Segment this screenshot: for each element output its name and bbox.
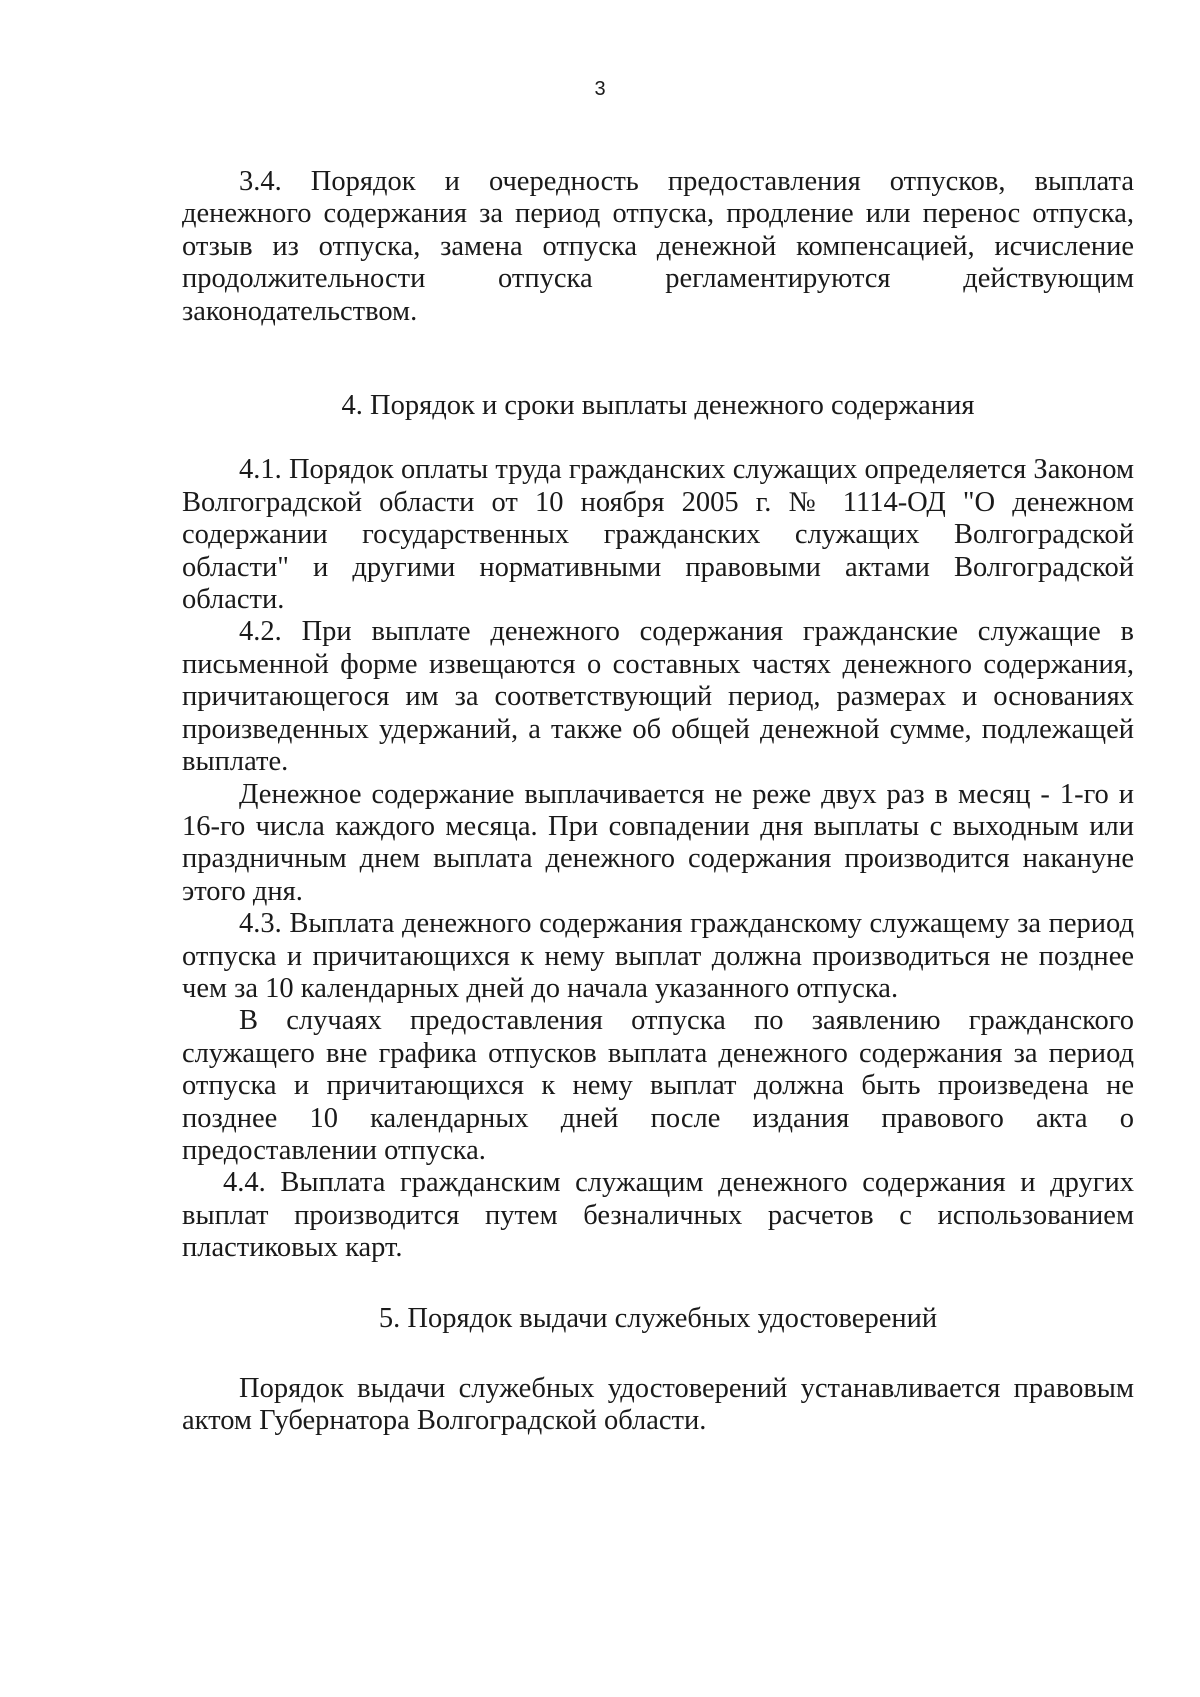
section-4-heading: 4. Порядок и сроки выплаты денежного содержания — [341, 390, 975, 422]
paragraph-5: Порядок выдачи служебных удостоверений устанавливается правовым актом Губернатора Волгоградской области. — [182, 1373, 1134, 1437]
paragraph-4-2: 4.2. При выплате денежного содержания гражданские служащие в письменной форме извещаются о составных частях денежного содержания, причитающегося им за соответствующий период, размерах и основаниях произведенных удержаний, а также об общей денежной сумме, подлежащей выплате. — [182, 616, 1134, 778]
paragraph-4-3: 4.3. Выплата денежного содержания гражданскому служащему за период отпуска и причитающихся к нему выплат должна производиться не позднее чем за 10 календарных дней до начала указанного отпуска. — [182, 908, 1134, 1004]
paragraph-3-4: 3.4. Порядок и очередность предоставления отпусков, выплата денежного содержания за период отпуска, продление или перенос отпуска, отзыв из отпуска, замена отпуска денежной компенсацией, исчисление продолжительности отпуска регламентируются действующим законодательством. — [182, 166, 1134, 327]
paragraph-4-2-payment-schedule: Денежное содержание выплачивается не реже двух раз в месяц - 1-го и 16-го числа каждого месяца. При совпадении дня выплаты с выходным или праздничным днем выплата денежного содержания производится накануне этого дня. — [182, 778, 1134, 907]
paragraph-4-1: 4.1. Порядок оплаты труда гражданских служащих определяется Законом Волгоградской области от 10 ноября 2005 г. № 1114-ОД "О денежном содержании государственных гражданских служащих Волгоградской области" и другими нормативными правовыми актами Волгоградской области. — [182, 454, 1134, 616]
section-5-heading: 5. Порядок выдачи служебных удостоверений — [378, 1302, 938, 1334]
paragraph-4-4: 4.4. Выплата гражданским служащим денежного содержания и других выплат производится путем безналичных расчетов с использованием пластиковых карт. — [182, 1167, 1134, 1264]
paragraph-4-3-off-schedule: В случаях предоставления отпуска по заявлению гражданского служащего вне графика отпусков выплата денежного содержания за период отпуска и причитающихся к нему выплат должна быть произведена не позднее 10 календарных дней после издания правового акта о предоставлении отпуска. — [182, 1005, 1134, 1166]
document-body — [182, 166, 1134, 1438]
page-number: 3 — [594, 78, 606, 100]
